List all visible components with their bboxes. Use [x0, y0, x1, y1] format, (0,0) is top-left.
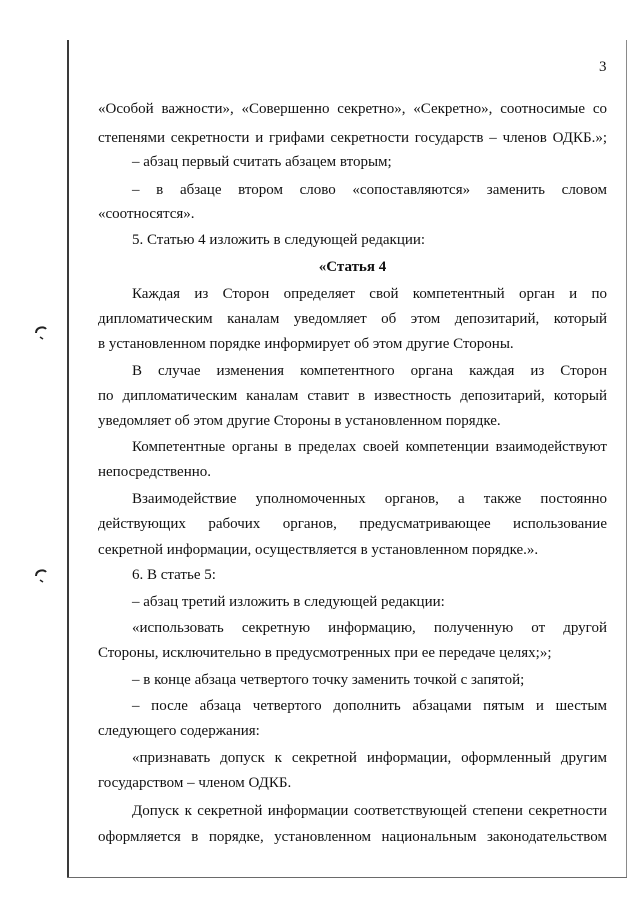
text-line: непосредственно.: [98, 464, 212, 480]
text-line: государством – членом ОДКБ.: [98, 775, 292, 791]
margin-binding-mark-icon: [34, 323, 48, 341]
page-frame-bottom: [67, 877, 627, 878]
text-line: уведомляет об этом другие Стороны в установленном порядке.: [98, 413, 501, 429]
text-line: следующего содержания:: [98, 723, 260, 739]
text-line: Компетентные органы в пределах своей компетенции взаимодействуют: [132, 439, 607, 455]
text-line: «Особой важности», «Совершенно секретно», «Секретно», соотносимые со: [98, 101, 607, 117]
text-line: – абзац первый считать абзацем вторым;: [132, 154, 392, 170]
text-line: степенями секретности и грифами секретности государств – членов ОДКБ.»;: [98, 130, 607, 146]
text-line: секретной информации, осуществляется в установленном порядке.».: [98, 542, 539, 558]
text-line: 5. Статью 4 изложить в следующей редакции:: [132, 232, 426, 248]
margin-binding-mark-icon: [34, 566, 48, 584]
page-frame-right: [626, 40, 627, 878]
text-line: действующих рабочих органов, предусматривающее использование: [98, 516, 607, 532]
article-heading: «Статья 4: [318, 259, 387, 275]
text-line: В случае изменения компетентного органа каждая из Сторон: [132, 363, 607, 379]
text-line: – абзац третий изложить в следующей редакции:: [132, 594, 445, 610]
text-line: «соотносятся».: [98, 206, 195, 222]
page-frame-left: [67, 40, 69, 878]
text-line: «признавать допуск к секретной информации, оформленный другим: [132, 750, 607, 766]
text-line: – в абзаце втором слово «сопоставляются» заменить словом: [132, 182, 607, 198]
text-line: 6. В статье 5:: [132, 567, 216, 583]
text-line: – после абзаца четвертого дополнить абзацами пятым и шестым: [132, 698, 607, 714]
text-line: Каждая из Сторон определяет свой компетентный орган и по: [132, 286, 607, 302]
text-line: Взаимодействие уполномоченных органов, а также постоянно: [132, 491, 607, 507]
text-line: дипломатическим каналам уведомляет об этом депозитарий, который: [98, 311, 607, 327]
text-line: по дипломатическим каналам ставит в известность депозитарий, который: [98, 388, 607, 404]
text-line: – в конце абзаца четвертого точку заменить точкой с запятой;: [132, 672, 525, 688]
text-line: «использовать секретную информацию, полученную от другой: [132, 620, 607, 636]
text-line: в установленном порядке информирует об этом другие Стороны.: [98, 336, 514, 352]
page-number: 3: [599, 59, 607, 75]
text-line: Стороны, исключительно в предусмотренных при ее передаче целях;»;: [98, 645, 552, 661]
text-line: оформляется в порядке, установленном национальным законодательством: [98, 829, 607, 845]
text-line: Допуск к секретной информации соответствующей степени секретности: [132, 803, 607, 819]
